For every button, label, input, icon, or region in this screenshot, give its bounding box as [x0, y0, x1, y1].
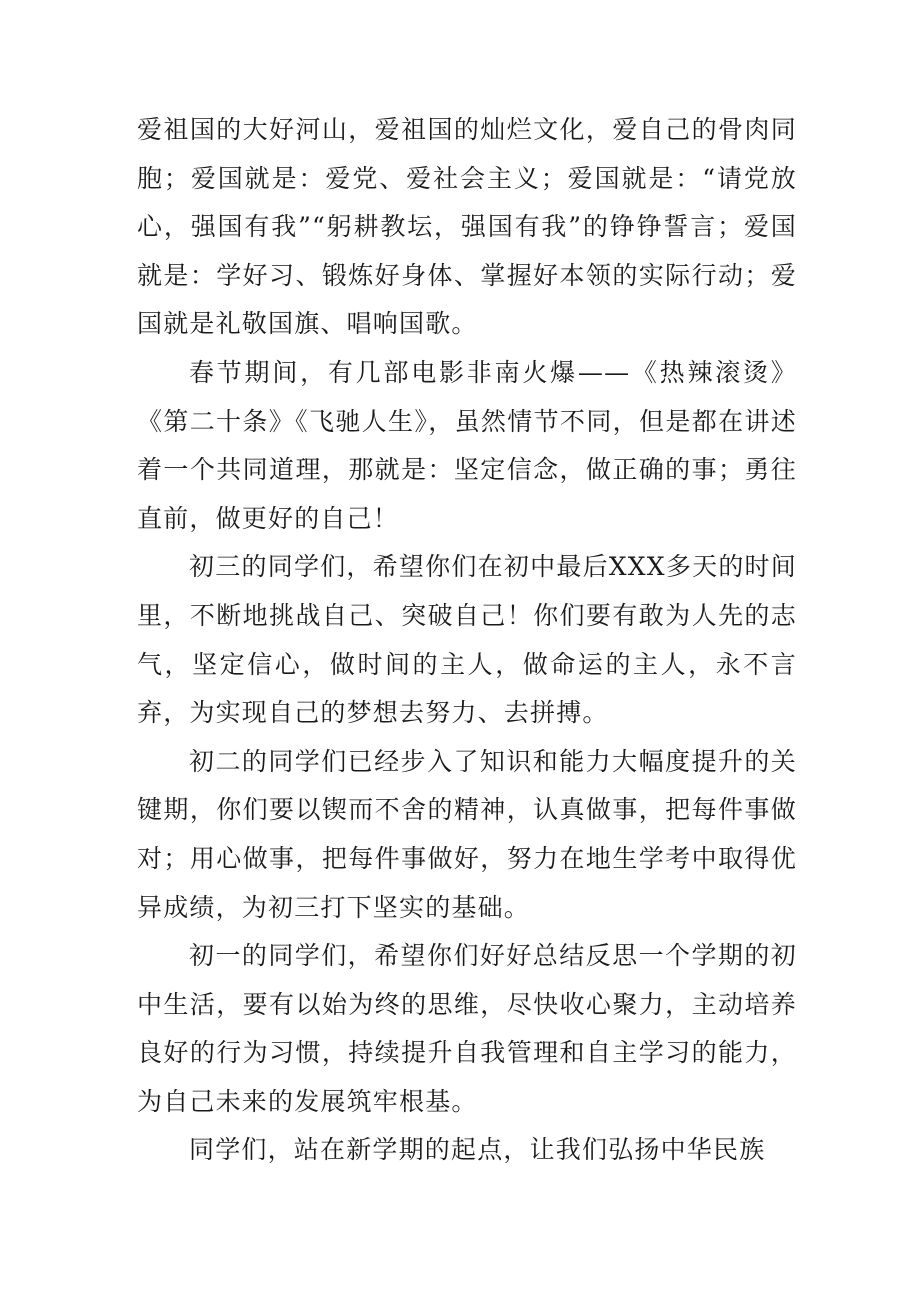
paragraph-grade-seven: 初一的同学们，希望你们好好总结反思一个学期的初中生活，要有以始为终的思维，尽快收心聚力，主动培养良好的行为习惯，持续提升自我管理和自主学习的能力，为自己未来的发展筑牢根基。	[137, 941, 797, 1116]
paragraph-grade-eight: 初二的同学们已经步入了知识和能力大幅度提升的关键期，你们要以锲而不舍的精神，认真做事，把每件事做对；用心做事，把每件事做好，努力在地生学考中取得优异成绩，为初三打下坚实的基础。	[137, 746, 797, 922]
paragraph-new-semester: 同学们，站在新学期的起点，让我们弘扬中华民族	[189, 1135, 766, 1165]
document-body	[137, 106, 797, 1175]
paragraph-patriotism: 爱祖国的大好河山，爱祖国的灿烂文化，爱自己的骨肉同胞；爱国就是：爱党、爱社会主义；爱国就是：“请党放心，强国有我”“躬耕教坛，强国有我”的铮铮誓言；爱国就是：学好习、锻炼好身体、掌握好本领的实际行动；爱国就是礼敬国旗、唱响国歌。	[137, 115, 797, 339]
paragraph-spring-festival-films: 春节期间，有几部电影非南火爆——《热辣滚烫》《第二十条》《飞驰人生》，虽然情节不同，但是都在讲述着一个共同道理，那就是：坚定信念，做正确的事；勇往直前，做更好的自己！	[137, 357, 797, 533]
paragraph-grade-nine: 初三的同学们，希望你们在初中最后XXX多天的时间里，不断地挑战自己、突破自己！你们要有敢为人先的志气，坚定信心，做时间的主人，做命运的主人，永不言弃，为实现自己的梦想去努力、去拼搏。	[137, 552, 797, 728]
